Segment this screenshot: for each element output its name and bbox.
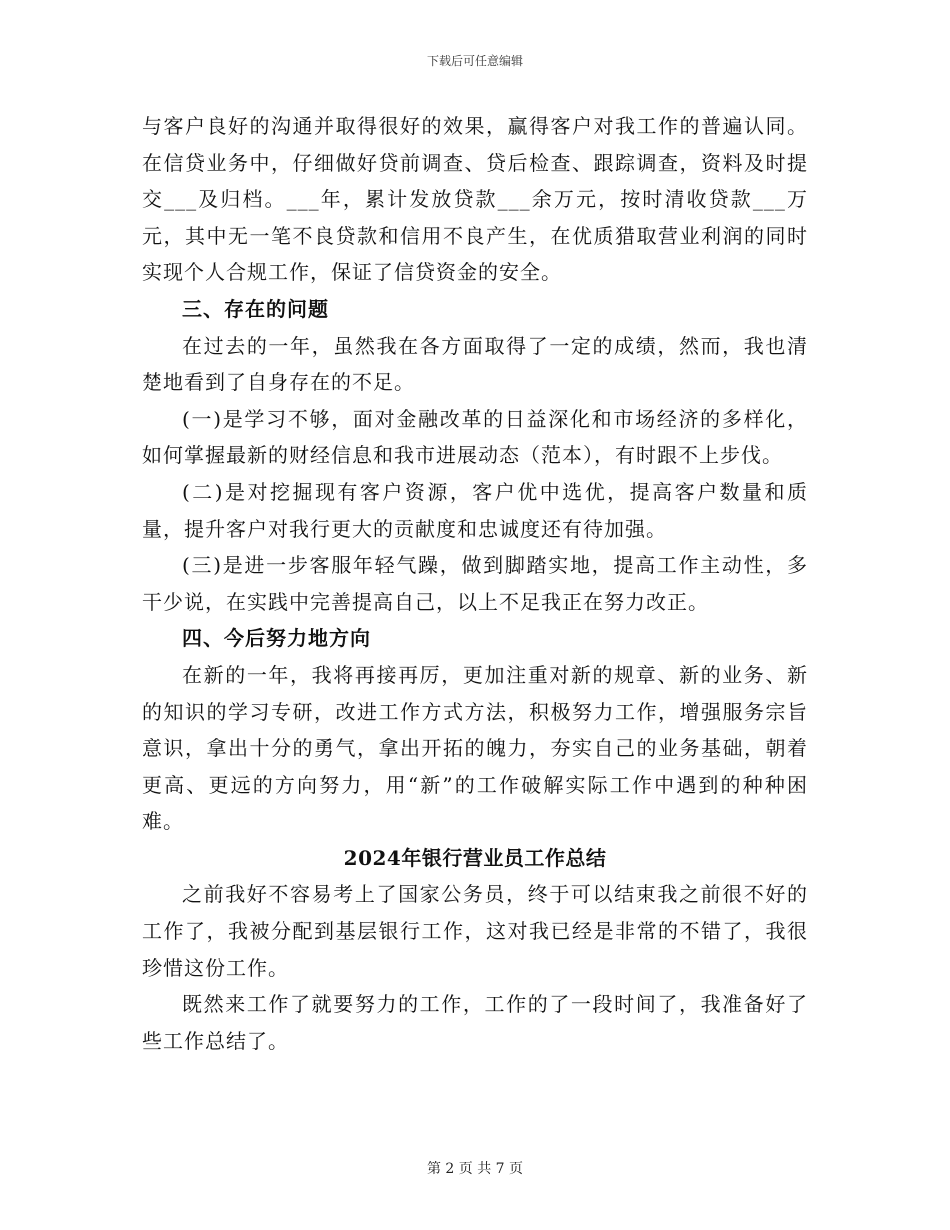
paragraph-continued: 与客户良好的沟通并取得很好的效果，赢得客户对我工作的普遍认同。在信贷业务中，仔细做好贷前调查、贷后检查、跟踪调查，资料及时提交___及归档。___年，累计发放贷款___余万元，按时清收贷款___万元，其中无一笔不良贷款和信用不良产生，在优质猎取营业利润的同时实现个人合规工作，保证了信贷资金的安全。 [142,114,808,285]
page-header: 下载后可任意编辑 [426,54,523,68]
paragraph-problem-3: (三)是进一步客服年轻气躁，做到脚踏实地，提高工作主动性，多干少说，在实践中完善提高自己，以上不足我正在努力改正。 [142,553,808,614]
section-heading-problems: 三、存在的问题 [182,296,329,321]
paragraph-direction: 在新的一年，我将再接再厉，更加注重对新的规章、新的业务、新的知识的学习专研，改进工作方式方法，积极努力工作，增强服务宗旨意识，拿出十分的勇气，拿出开拓的魄力，夯实自己的业务基础，朝着更高、更远的方向努力，用“新”的工作破解实际工作中遇到的种种困难。 [142,662,808,834]
paragraph-problem-2: (二)是对挖掘现有客户资源，客户优中选优，提高客户数量和质量，提升客户对我行更大的贡献度和忠诚度还有待加强。 [142,479,808,541]
paragraph-summary-start: 既然来工作了就要努力的工作，工作的了一段时间了，我准备好了些工作总结了。 [142,992,808,1053]
paragraph-problems-intro: 在过去的一年，虽然我在各方面取得了一定的成绩，然而，我也清楚地看到了自身存在的不足。 [142,333,808,395]
document-body [142,108,808,1059]
document-title: 2024年银行营业员工作总结 [343,845,607,870]
paragraph-problem-1: (一)是学习不够，面对金融改革的日益深化和市场经济的多样化，如何掌握最新的财经信息和我市进展动态（范本），有时跟不上步伐。 [142,406,808,468]
page-footer: 第 2 页 共 7 页 [426,1161,524,1177]
paragraph-intro: 之前我好不容易考上了国家公务员，终于可以结束我之前很不好的工作了，我被分配到基层银行工作，这对我已经是非常的不错了，我很珍惜这份工作。 [142,882,808,980]
section-heading-direction: 四、今后努力地方向 [182,626,371,651]
